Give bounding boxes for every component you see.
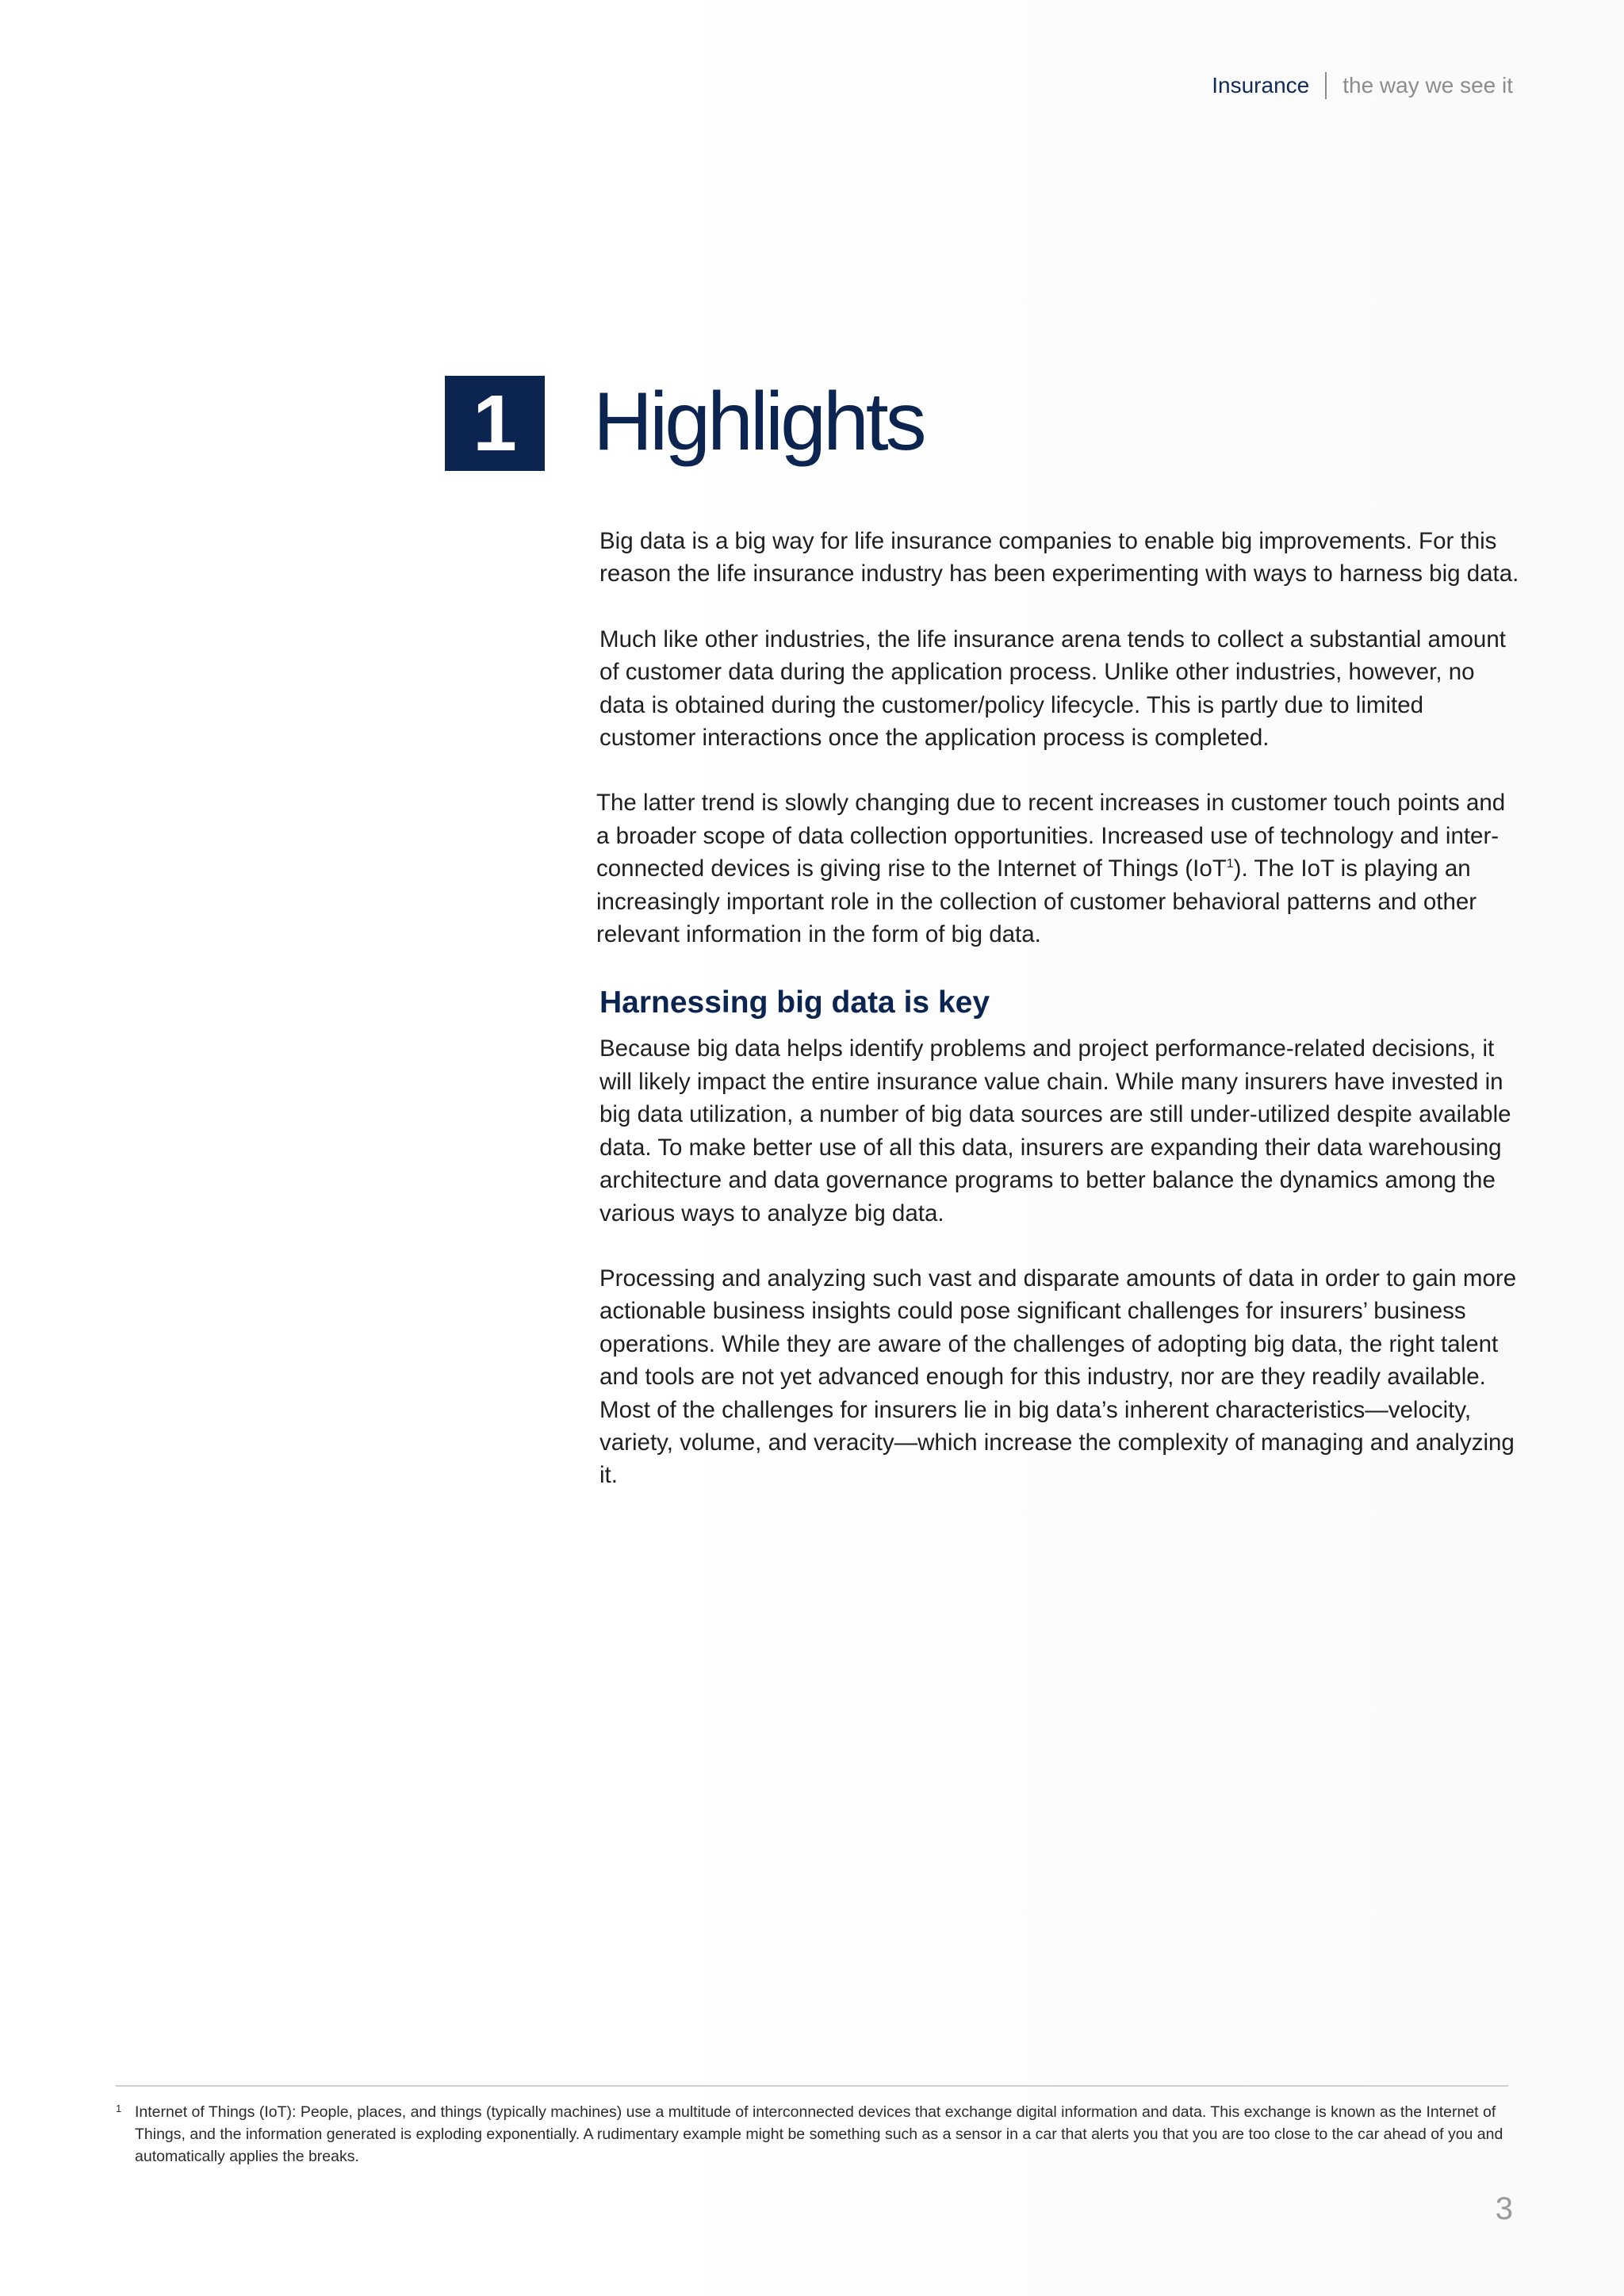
running-header	[1212, 70, 1513, 101]
page-number: 3	[1495, 2191, 1513, 2226]
intro-paragraph-3-text-a: The latter trend is slowly changing due to recent increases in customer touch points and a broader scope of data collection opportunities. Increased use of technology and inter-connected devices is giving rise to the Internet of Things (IoT	[596, 790, 1506, 882]
header-brand: Insurance	[1212, 73, 1310, 98]
main-content	[596, 525, 1519, 1525]
section-heading: Harnessing big data is key	[599, 985, 990, 1020]
footnote-text: Internet of Things (IoT): People, places, and things (typically machines) use a multitude of interconnected devices that exchange digital information and data. This exchange is known as the Internet of Things, and the information generated is exploding exponentially. A rudimentary example might be something such as a sensor in a car that alerts you that you are too close to the car ahead of you and automatically applies the breaks.	[135, 2103, 1503, 2165]
footnote-marker: 1	[116, 2103, 122, 2114]
intro-paragraph-1: Big data is a big way for life insurance companies to enable big improvements. For this reason the life insurance industry has been experimenting with ways to harness big data.	[599, 528, 1519, 587]
footnote-divider	[116, 2085, 1508, 2087]
chapter-title: Highlights	[593, 376, 924, 468]
intro-paragraph-3-text-b: ). The IoT is playing an increasingly important role in the collection of customer behavioral patterns and other relevant information in the form of big data.	[596, 855, 1477, 948]
footnote-reference[interactable]: 1	[1226, 857, 1234, 871]
header-tagline: the way we see it	[1342, 73, 1513, 98]
section-paragraph-1: Because big data helps identify problems and project performance-related decisions, it will likely impact the entire insurance value chain. While many insurers have invested in big data utilization, a number of big data sources are still under-utilized despite available data. To make better use of all this data, insurers are expanding their data warehousing architecture and data governance programs to better balance the dynamics among the various ways to analyze big data.	[599, 1035, 1511, 1226]
intro-paragraph-3	[596, 786, 1519, 951]
header-divider	[1325, 72, 1327, 99]
intro-paragraph-2: Much like other industries, the life insurance arena tends to collect a substantial amount of customer data during the application process. Unlike other industries, however, no data is obtained during the customer/policy lifecycle. This is partly due to limited customer interactions once the application process is completed.	[599, 626, 1506, 752]
footnote	[116, 2101, 1508, 2168]
section-paragraph-2: Processing and analyzing such vast and disparate amounts of data in order to gain more actionable business insights could pose significant challenges for insurers’ business operations. While they are aware of the challenges of adopting big data, the right talent and tools are not yet advanced enough for this industry, nor are they readily available. Most of the challenges for insurers lie in big data’s inherent characteristics—velocity, variety, volume, and veracity—which increase the complexity of managing and analyzing it.	[599, 1265, 1517, 1489]
chapter-number-badge: 1	[445, 376, 545, 471]
